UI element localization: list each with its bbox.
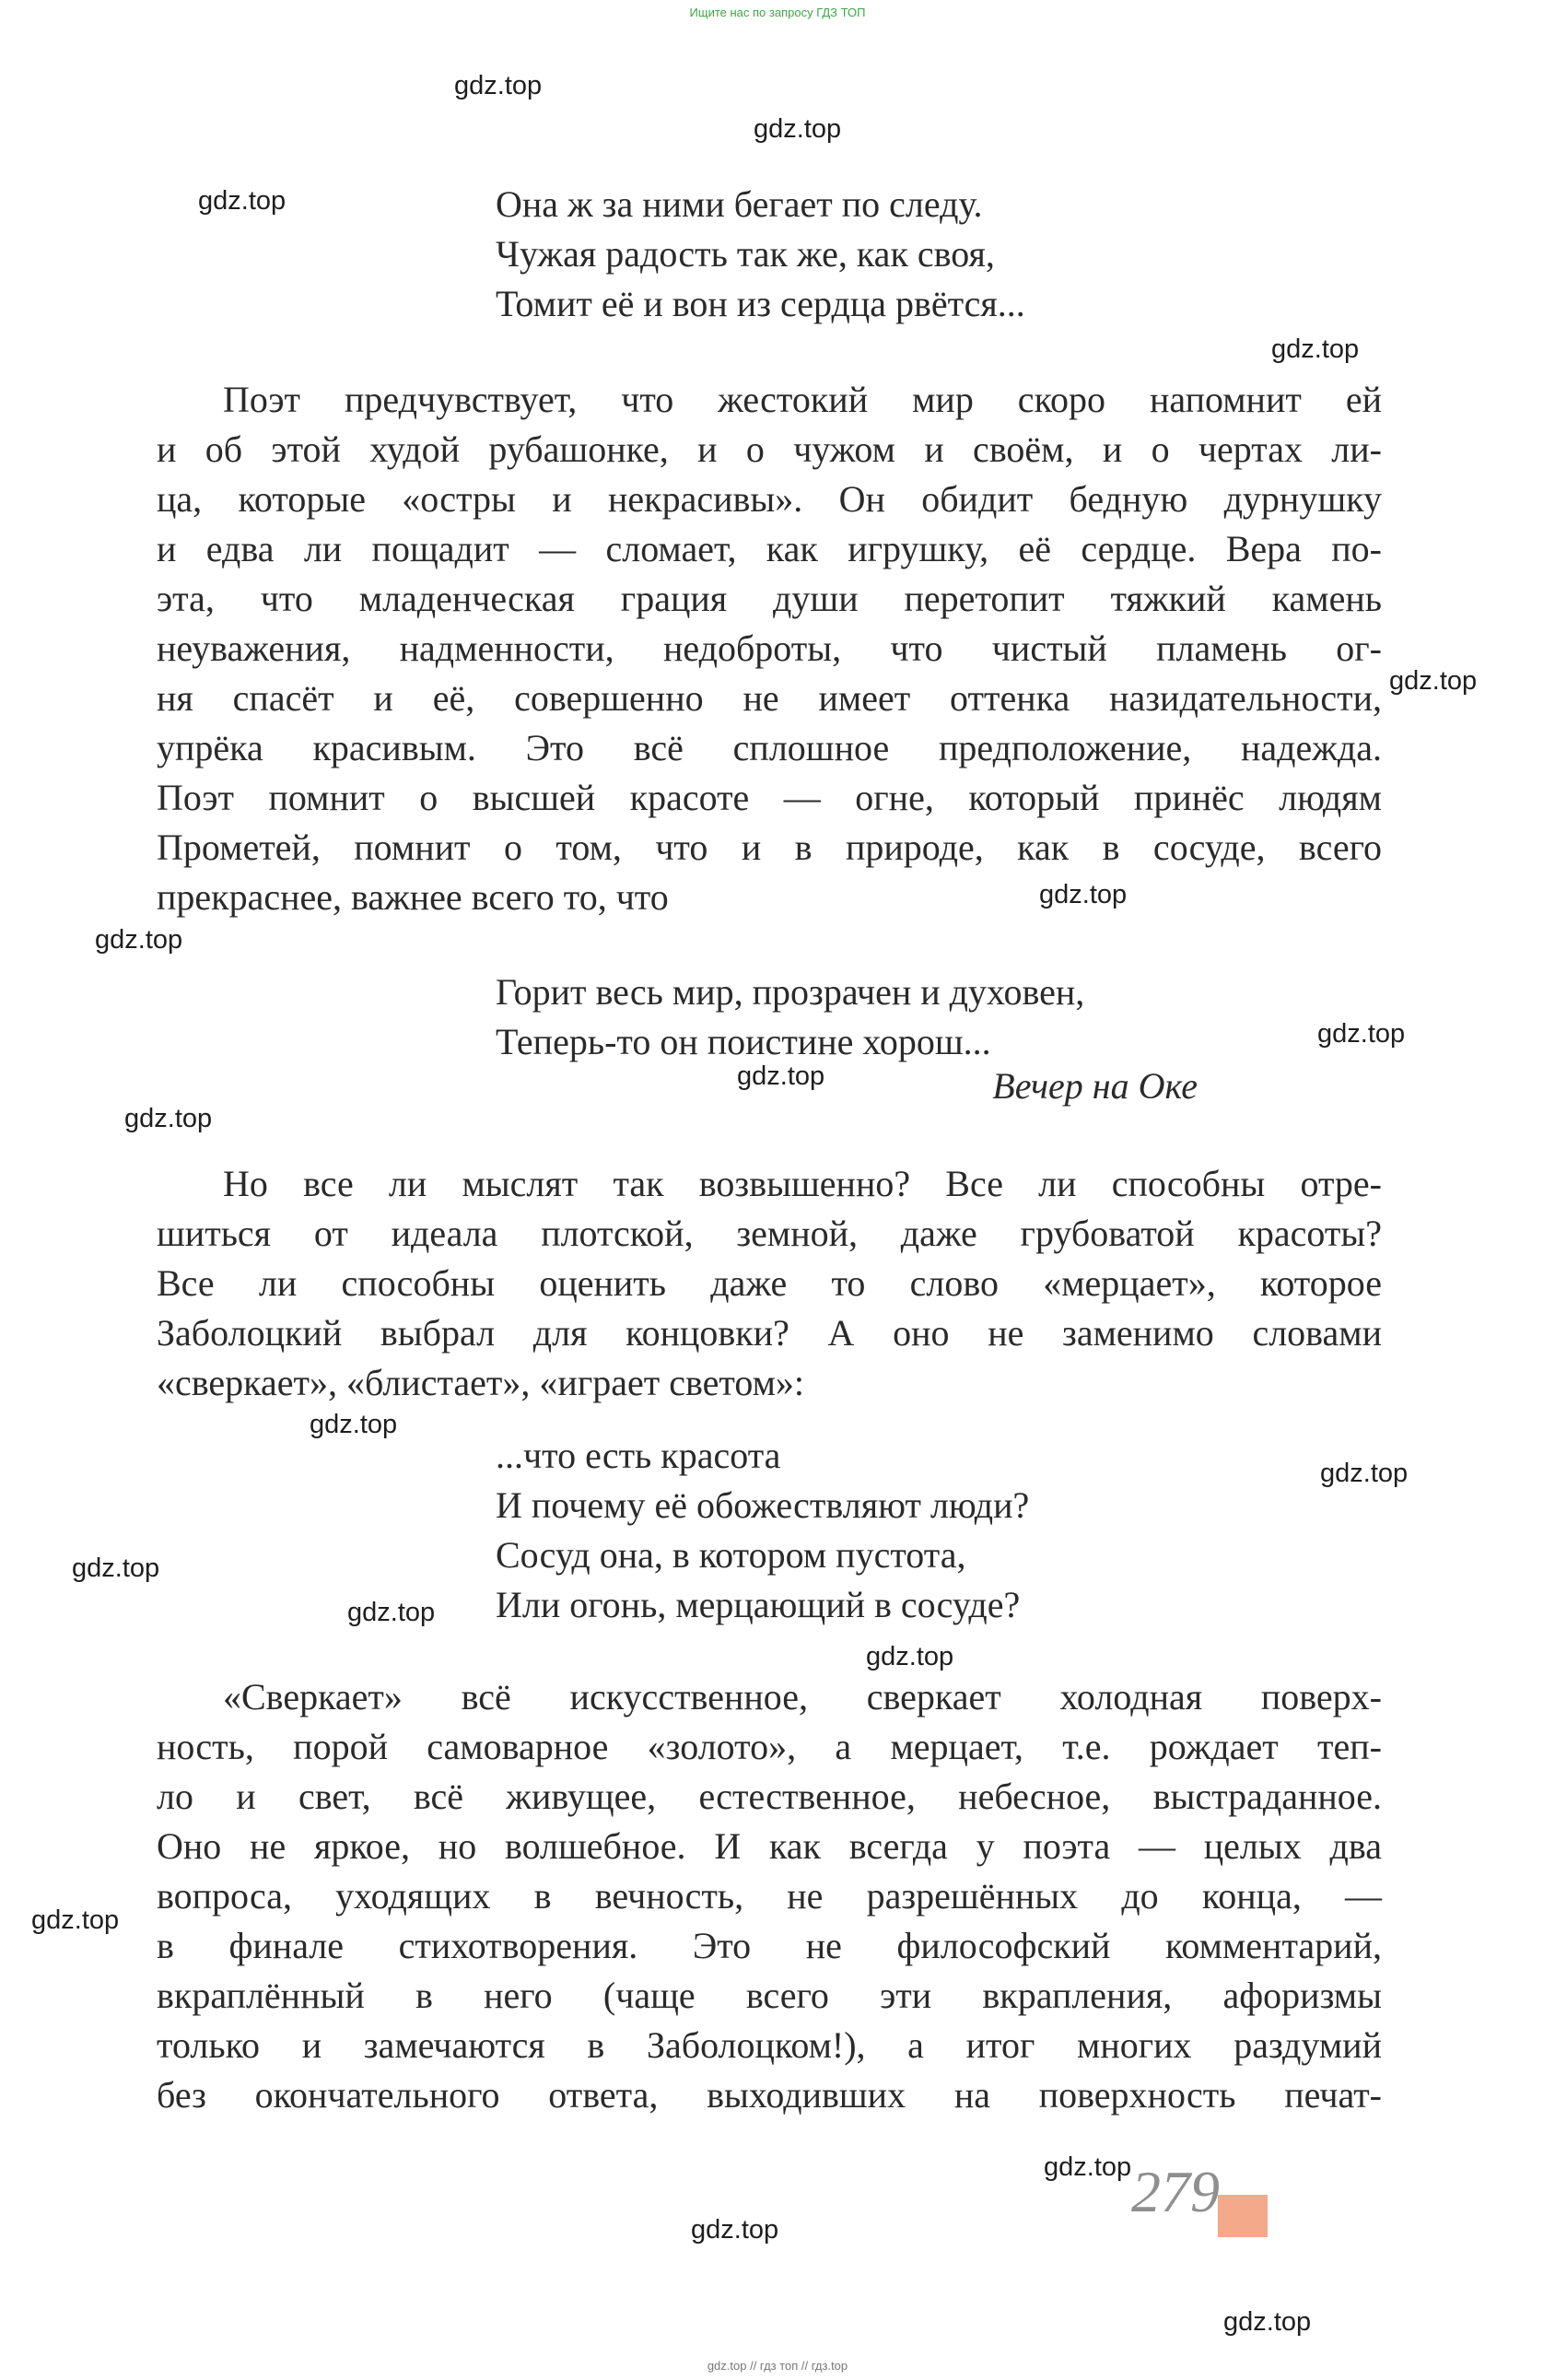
watermark: gdz.top <box>754 114 842 144</box>
watermark: gdz.top <box>31 1905 120 1935</box>
poem-line: Она ж за ними бегает по следу. <box>496 183 983 225</box>
paragraph-3 <box>157 1672 1382 2120</box>
poem-line: Теперь-то он поистине хорош... <box>496 1021 991 1062</box>
text-line: неуважения, надменности, недоброты, что чистый пламень ог- <box>157 627 1382 669</box>
watermark: gdz.top <box>198 186 286 216</box>
watermark: gdz.top <box>347 1598 436 1627</box>
text-line: ца, которые «остры и некрасивы». Он обидит бедную дурнушку <box>157 478 1382 520</box>
poem-line: Или огонь, мерцающий в сосуде? <box>496 1584 1021 1625</box>
page-number-accent-box <box>1218 2195 1268 2237</box>
text-line: Поэт помнит о высшей красоте — огне, который принёс людям <box>157 777 1382 818</box>
page-number: 279 <box>1131 2159 1220 2224</box>
text-line: вкраплённый в него (чаще всего эти вкрапления, афоризмы <box>157 1975 1382 2016</box>
text-line: Все ли способны оценить даже то слово «мерцает», которое <box>157 1262 1382 1304</box>
text-line: ло и свет, всё живущее, естественное, небесное, выстраданное. <box>157 1776 1382 1817</box>
text-line: Поэт предчувствует, что жестокий мир скоро напомнит ей <box>223 379 1382 420</box>
watermark: gdz.top <box>1271 334 1360 364</box>
watermark: gdz.top <box>310 1410 398 1439</box>
text-line: Оно не яркое, но волшебное. И как всегда у поэта — целых два <box>157 1825 1382 1867</box>
text-line: вопроса, уходящих в вечность, не разрешённых до конца, — <box>157 1875 1382 1917</box>
text-line: ность, порой самоварное «золото», а мерцает, т.е. рождает теп- <box>157 1726 1382 1767</box>
watermark: gdz.top <box>124 1104 213 1133</box>
watermark: gdz.top <box>1039 880 1128 909</box>
poem-line: И почему её обожествляют люди? <box>496 1484 1030 1526</box>
watermark: gdz.top <box>737 1061 825 1091</box>
text-line: в финале стихотворения. Это не философский комментарий, <box>157 1925 1382 1966</box>
watermark: gdz.top <box>1317 1019 1406 1049</box>
poem-line: Сосуд она, в котором пустота, <box>496 1534 966 1576</box>
watermark: gdz.top <box>1223 2307 1312 2337</box>
text-line: эта, что младенческая грация души перетопит тяжкий камень <box>157 578 1382 619</box>
poem-source-title: Вечер на Оке <box>992 1065 1198 1107</box>
text-line: только и замечаются в Заболоцком!), а итог многих раздумий <box>157 2024 1382 2066</box>
poem-line: Чужая радость так же, как своя, <box>496 233 995 275</box>
text-line: без окончательного ответа, выходивших на поверхность печат- <box>157 2074 1382 2116</box>
paragraph-2 <box>157 1159 1382 1408</box>
poem-line: Горит весь мир, прозрачен и духовен, <box>496 971 1085 1013</box>
poem-line: ...что есть красота <box>496 1435 781 1476</box>
watermark: gdz.top <box>866 1642 954 1671</box>
poem-excerpt-3 <box>496 1431 1029 1630</box>
watermark: gdz.top <box>454 71 543 100</box>
text-line: и едва ли пощадит — сломает, как игрушку, её сердце. Вера по- <box>157 528 1382 569</box>
poem-excerpt-1 <box>496 180 1025 329</box>
text-line: ня спасёт и её, совершенно не имеет оттенка назидательности, <box>157 677 1382 719</box>
text-line: Прометей, помнит о том, что и в природе, как в сосуде, всего <box>157 827 1382 868</box>
text-line: «сверкает», «блистает», «играет светом»: <box>157 1362 804 1403</box>
header-search-note: Ищите нас по запросу ГДЗ ТОП <box>689 6 866 19</box>
watermark: gdz.top <box>1320 1459 1409 1488</box>
text-line: «Сверкает» всё искусственное, сверкает холодная поверх- <box>223 1676 1382 1718</box>
poem-excerpt-2 <box>496 967 1084 1067</box>
text-line: шиться от идеала плотской, земной, даже грубоватой красоты? <box>157 1213 1382 1254</box>
text-line: Но все ли мыслят так возвышенно? Все ли способны отре- <box>223 1163 1382 1204</box>
paragraph-1 <box>157 375 1382 922</box>
watermark: gdz.top <box>691 2215 779 2245</box>
text-line: Заболоцкий выбрал для концовки? А оно не заменимо словами <box>157 1312 1382 1354</box>
text-line: упрёка красивым. Это всё сплошное предположение, надежда. <box>157 727 1382 768</box>
watermark: gdz.top <box>1389 666 1478 696</box>
watermark: gdz.top <box>95 925 183 955</box>
watermark: gdz.top <box>72 1553 160 1583</box>
watermark: gdz.top <box>1044 2152 1132 2182</box>
footer-note: gdz.top // гдз топ // гдз.top <box>707 2359 848 2373</box>
poem-line: Томит её и вон из сердца рвётся... <box>496 283 1025 324</box>
text-line: и об этой худой рубашонке, и о чужом и своём, и о чертах ли- <box>157 428 1382 470</box>
text-line: прекраснее, важнее всего то, что <box>157 876 669 918</box>
